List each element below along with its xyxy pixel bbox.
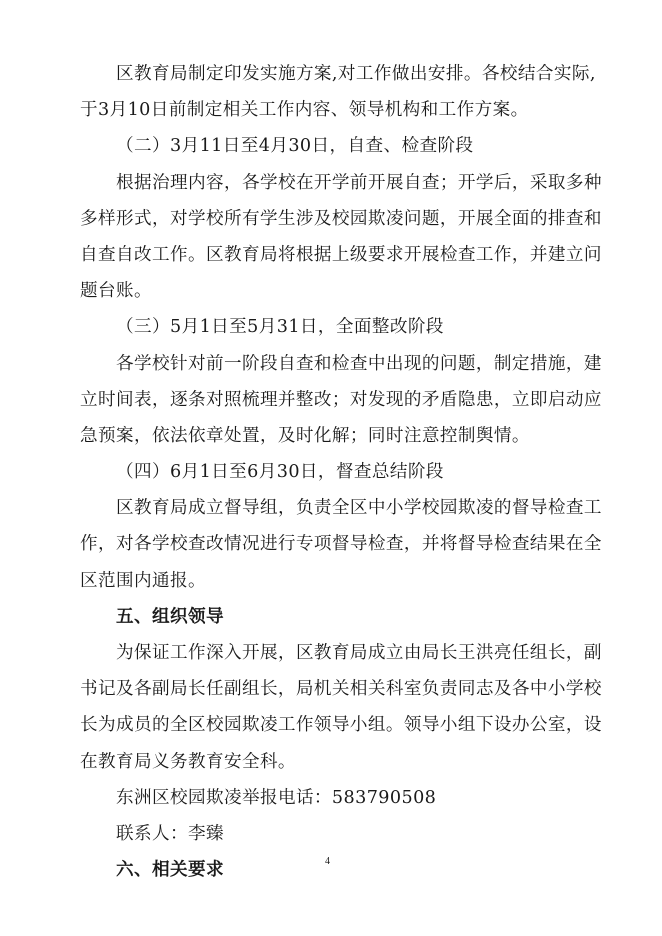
subsection-title: （三）5月1日至5月31日，全面整改阶段: [116, 317, 444, 338]
section-heading: 六、相关要求: [116, 860, 224, 881]
paragraph-line: 题台账。: [80, 281, 152, 302]
report-phone-line: 东洲区校园欺凌举报电话：583790508: [116, 787, 437, 808]
paragraph-line: 书记及各副局长任副组长，局机关相关科室负责同志及各中小学校: [80, 679, 602, 700]
subsection-title: （四）6月1日至6月30日，督查总结阶段: [116, 462, 444, 483]
section-heading: 五、组织领导: [116, 606, 224, 627]
paragraph-line: 区教育局制定印发实施方案,对工作做出安排。各校结合实际,: [116, 64, 596, 84]
paragraph-line: 于3月10日前制定相关工作内容、领导机构和工作方案。: [80, 100, 529, 121]
page-number: 4: [325, 856, 330, 867]
paragraph-line: 多样形式，对学校所有学生涉及校园欺凌问题，开展全面的排查和: [80, 208, 602, 229]
paragraph-line: 区范围内通报。: [80, 570, 206, 591]
paragraph-line: 在教育局义务教育安全科。: [80, 751, 296, 772]
paragraph-line: 根据治理内容，各学校在开学前开展自查；开学后，采取多种: [116, 172, 602, 193]
paragraph-line: 区教育局成立督导组，负责全区中小学校园欺凌的督导检查工: [116, 498, 602, 519]
subsection-title: （二）3月11日至4月30日，自查、检查阶段: [116, 136, 474, 157]
paragraph-line: 立时间表，逐条对照梳理并整改；对发现的矛盾隐患，立即启动应: [80, 389, 602, 410]
contact-person-line: 联系人：李臻: [116, 823, 224, 844]
paragraph-line: 自查自改工作。区教育局将根据上级要求开展检查工作，并建立问: [80, 244, 602, 265]
paragraph-line: 作，对各学校查改情况进行专项督导检查，并将督导检查结果在全: [80, 534, 602, 555]
paragraph-line: 长为成员的全区校园欺凌工作领导小组。领导小组下设办公室，设: [80, 715, 602, 736]
document-page: [80, 56, 602, 888]
paragraph-line: 各学校针对前一阶段自查和检查中出现的问题，制定措施，建: [116, 353, 602, 374]
paragraph-line: 为保证工作深入开展，区教育局成立由局长王洪亮任组长，副: [116, 643, 602, 663]
paragraph-line: 急预案，依法依章处置，及时化解；同时注意控制舆情。: [80, 425, 530, 446]
